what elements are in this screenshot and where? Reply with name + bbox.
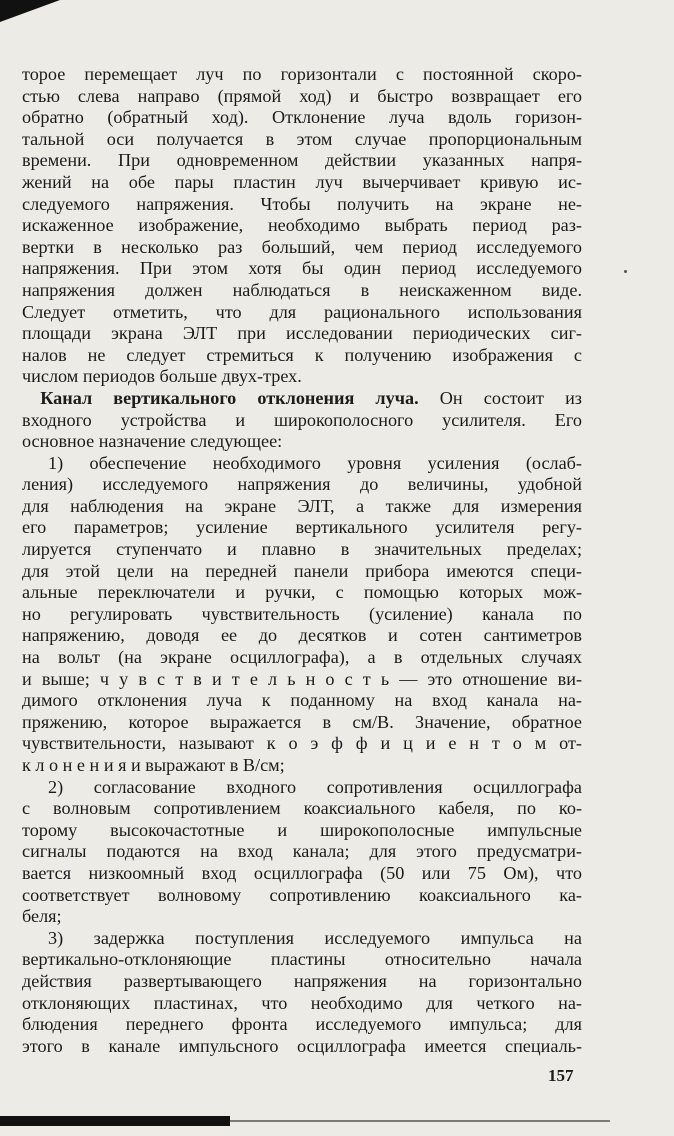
text-line: 3) задержка поступления исследуемого импульса на <box>48 927 582 948</box>
text-line: площади экрана ЭЛТ при исследовании периодических сиг- <box>22 323 582 344</box>
text-line: напряжению, доводя ее до десятков и сотен сантиметров <box>22 625 582 646</box>
page-number: 157 <box>548 1066 574 1085</box>
text-line: его параметров; усиление вертикального усилителя регу- <box>22 517 582 538</box>
text-line: альные переключатели и ручки, с помощью которых мож- <box>22 582 582 603</box>
text-line: беля; <box>22 906 62 927</box>
text-line: для этой цели на передней панели прибора имеются специ- <box>22 560 582 581</box>
text-line: соответствует волновому сопротивлению коаксиального ка- <box>22 884 582 905</box>
text-line: числом периодов больше двух-трех. <box>22 366 302 387</box>
text-line: времени. При одновременном действии указанных напря- <box>22 150 582 171</box>
text-line: торое перемещает луч по горизонтали с постоянной скоро- <box>22 64 582 84</box>
heading-tail: Он состоит из <box>418 387 582 408</box>
text-line: следуемого напряжения. Чтобы получить на экране не- <box>22 193 582 214</box>
text-line: ления) исследуемого напряжения до величины, удобной <box>22 474 582 495</box>
text-line: вается низкоомный вход осциллографа (50 или 75 Ом), что <box>22 862 582 883</box>
section-heading: Канал вертикального отклонения луча. <box>40 387 419 408</box>
text-line: пряжению, которое выражается в см/В. Значение, обратное <box>22 711 582 732</box>
scan-bottom-shadow <box>0 1116 230 1126</box>
text-line: 2) согласование входного сопротивления осциллографа <box>48 776 582 797</box>
text-line: жений на обе пары пластин луч вычерчивает кривую ис- <box>22 171 582 192</box>
text-line: на вольт (на экране осциллографа), а в отдельных случаях <box>22 647 582 668</box>
section-heading-line <box>22 388 582 410</box>
text-line: и выше; ч у в с т в и т е л ь н о с т ь — это отношение ви- <box>22 668 582 689</box>
scan-bottom-rule <box>230 1120 610 1122</box>
text-line: торому высокочастотные и широкополосные импульсные <box>22 819 582 840</box>
text-line: 1) обеспечение необходимого уровня усиления (ослаб- <box>48 452 582 473</box>
text-line: для наблюдения на экране ЭЛТ, а также для измерения <box>22 495 582 516</box>
text-line: Следует отметить, что для рационального использования <box>22 301 582 322</box>
text-line: основное назначение следующее: <box>22 431 283 452</box>
text-line: напряжения. При этом хотя бы один период исследуемого <box>22 258 582 279</box>
text-line: лируется ступенчато и плавно в значительных пределах; <box>22 539 582 560</box>
text-line: искаженное изображение, необходимо выбрать период раз- <box>22 215 582 236</box>
text-line: этого в канале импульсного осциллографа имеется специаль- <box>22 1035 582 1056</box>
text-line: стью слева направо (прямой ход) и быстро возвращает его <box>22 85 582 106</box>
text-line: чувствительности, называют к о э ф ф и ц и е н т о м от- <box>22 733 582 754</box>
text-line: тальной оси получается в этом случае пропорциональным <box>22 128 582 149</box>
page-text <box>22 64 582 1057</box>
text-line: действия развертывающего напряжения на горизонтально <box>22 970 582 991</box>
text-line: к л о н е н и я и выражают в В/см; <box>22 755 285 775</box>
text-line: вертикально-отклоняющие пластины относительно начала <box>22 949 582 970</box>
scan-speck <box>624 270 627 273</box>
text-line: обратно (обратный ход). Отклонение луча вдоль горизон- <box>22 107 582 128</box>
text-line: отклоняющих пластинах, что необходимо для четкого на- <box>22 992 582 1013</box>
text-line: сигналы подаются на вход канала; для этого предусматри- <box>22 841 582 862</box>
text-line: входного устройства и широкополосного усилителя. Его <box>22 409 582 430</box>
text-line: налов не следует стремиться к получению изображения с <box>22 344 582 365</box>
text-line: димого отклонения луча к поданному на вход канала на- <box>22 690 582 711</box>
text-line: вертки в несколько раз больший, чем период исследуемого <box>22 236 582 257</box>
text-line: с волновым сопротивлением коаксиального кабеля, по ко- <box>22 798 582 819</box>
text-line: напряжения должен наблюдаться в неискаженном виде. <box>22 279 582 300</box>
text-line: блюдения переднего фронта исследуемого импульса; для <box>22 1014 582 1035</box>
text-line: но регулировать чувствительность (усиление) канала по <box>22 603 582 624</box>
scan-corner-shadow <box>0 0 60 22</box>
